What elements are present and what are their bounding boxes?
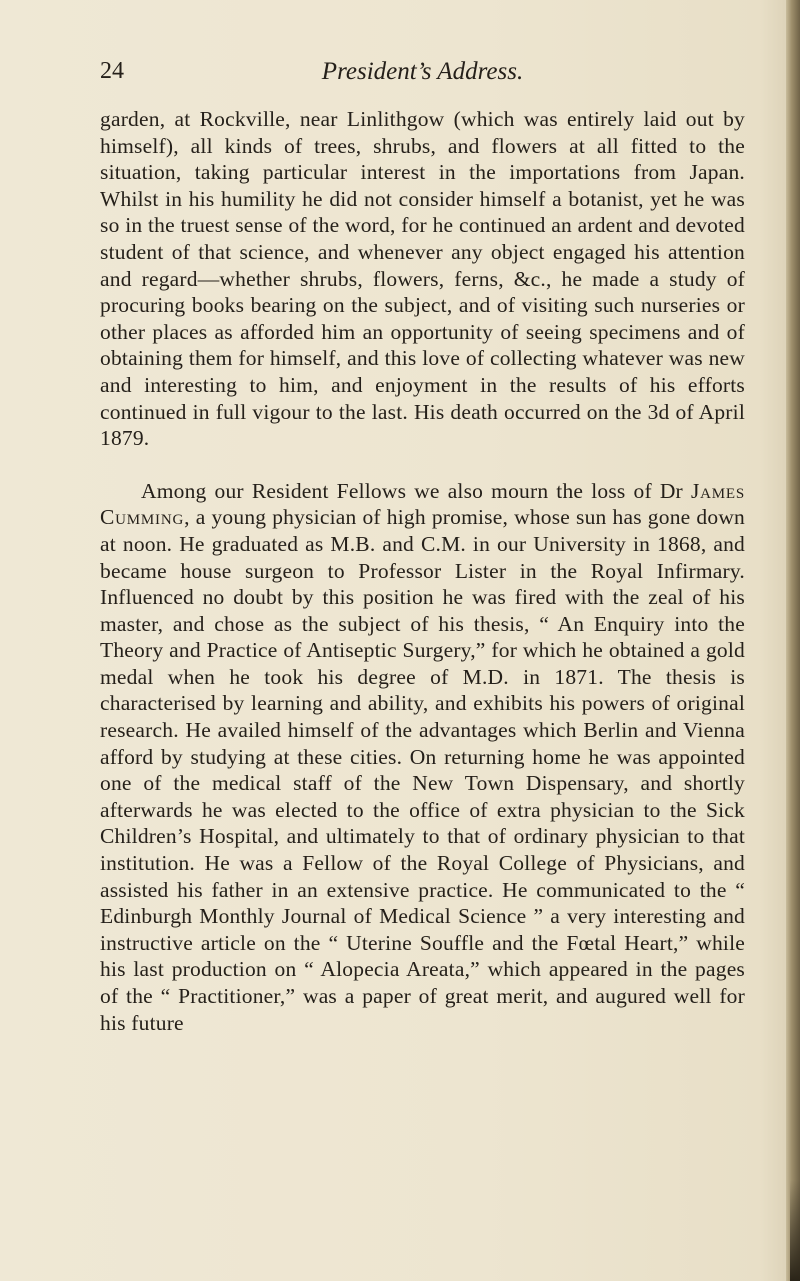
person-name: James Cumming: [100, 478, 745, 530]
page-edge-shadow: [786, 0, 800, 1281]
page-header: [100, 58, 745, 98]
running-title: President’s Address.: [321, 58, 524, 85]
page-number: 24: [100, 58, 124, 84]
body-text: [100, 106, 745, 1036]
page-corner-shadow: [790, 1180, 800, 1281]
paragraph-body: , a young physician of high promise, whose sun has gone down at noon. He graduated as M.B. and C.M. in our University in 1868, and became house surgeon to Professor Lister in the Royal Infirmary. Influenced no doubt by this position he was fired with the zeal of his master, and chose as the subject of his thesis, “ An Enquiry into the Theory and Practice of Antiseptic Surgery,” for which he obtained a gold medal when he took his degree of M.D. in 1871. The thesis is characterised by learning and ability, and exhibits his powers of original research. He availed himself of the advantages which Berlin and Vienna afford by studying at these cities. On returning home he was appointed one of the medical staff of the New Town Dispensary, and shortly afterwards he was elected to the office of extra physician to the Sick Children’s Hospital, and ultimately to that of ordinary physician to that institution. He was a Fellow of the Royal College of Physicians, and assisted his father in an extensive practice. He communicated to the “ Edinburgh Monthly Journal of Medical Science ” a very interesting and instructive article on the “ Uterine Souffle and the Fœtal Heart,” while his last production on “ Alopecia Areata,” which appeared in the pages of the “ Practitioner,” was a paper of great merit, and augured well for his future: [100, 505, 745, 1035]
paragraph-james-cumming: [100, 478, 745, 1036]
paragraph-intro: Among our Resident Fellows we also mourn the loss of Dr: [141, 478, 691, 503]
paragraph-garden: garden, at Rockville, near Linlithgow (which was entirely laid out by himself), all kinds of trees, shrubs, and flowers at all fitted to the situation, taking particular interest in the importations from Japan. Whilst in his humility he did not consider himself a botanist, yet he was so in the truest sense of the word, for he continued an ardent and devoted student of that science, and whenever any object engaged his attention and regard—whether shrubs, flowers, ferns, &c., he made a study of procuring books bearing on the subject, and of visiting such nurseries or other places as afforded him an opportunity of seeing specimens and of obtaining them for himself, and this love of collecting whatever was new and interesting to him, and enjoyment in the results of his efforts continued in full vigour to the last. His death occurred on the 3d of April 1879.: [100, 107, 745, 451]
